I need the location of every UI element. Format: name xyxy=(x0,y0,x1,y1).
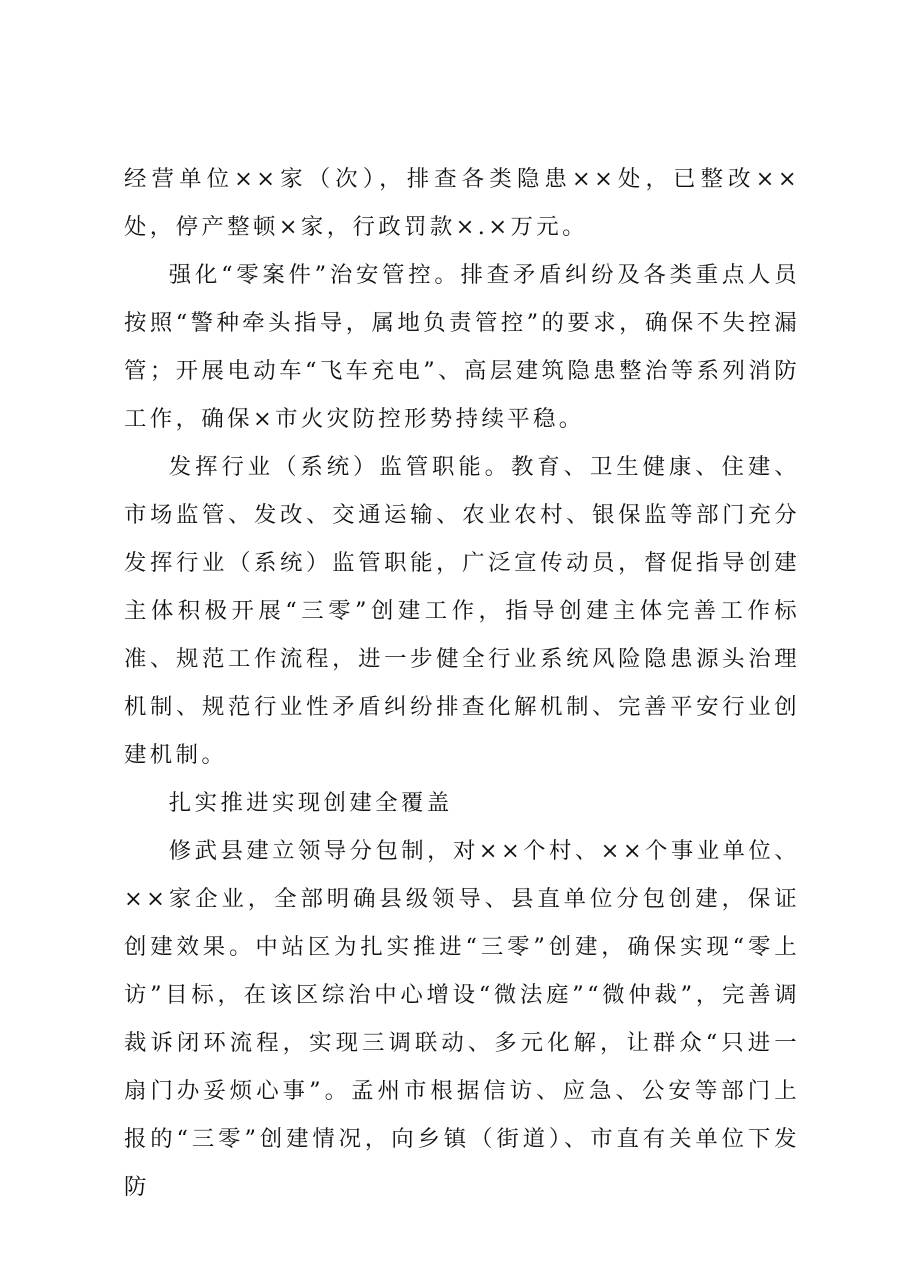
section-heading: 扎实推进实现创建全覆盖 xyxy=(168,790,453,816)
document-body xyxy=(124,155,800,1211)
paragraph-continuation: 经营单位××家（次），排查各类隐患××处，已整改××处，停产整顿×家，行政罚款×.×万元。 xyxy=(124,166,800,240)
paragraph-full-coverage: 修武县建立领导分包制，对××个村、××个事业单位、××家企业，全部明确县级领导、县直单位分包创建，保证创建效果。中站区为扎实推进“三零”创建，确保实现“零上访”目标，在该区综治中心增设“微法庭”“微仲裁”，完善调裁诉闭环流程，实现三调联动、多元化解，让群众“只进一扇门办妥烦心事”。孟州市根据信访、应急、公安等部门上报的“三零”创建情况，向乡镇（街道）、市直有关单位下发防 xyxy=(124,838,800,1200)
paragraph-industry-supervision: 发挥行业（系统）监管职能。教育、卫生健康、住建、市场监管、发改、交通运输、农业农村、银保监等部门充分发挥行业（系统）监管职能，广泛宣传动员，督促指导创建主体积极开展“三零”创建工作，指导创建主体完善工作标准、规范工作流程，进一步健全行业系统风险隐患源头治理机制、规范行业性矛盾纠纷排查化解机制、完善平安行业创建机制。 xyxy=(124,454,800,768)
paragraph-public-security: 强化“零案件”治安管控。排查矛盾纠纷及各类重点人员按照“警种牵头指导，属地负责管控”的要求，确保不失控漏管；开展电动车“飞车充电”、高层建筑隐患整治等系列消防工作，确保×市火灾防控形势持续平稳。 xyxy=(124,262,800,432)
